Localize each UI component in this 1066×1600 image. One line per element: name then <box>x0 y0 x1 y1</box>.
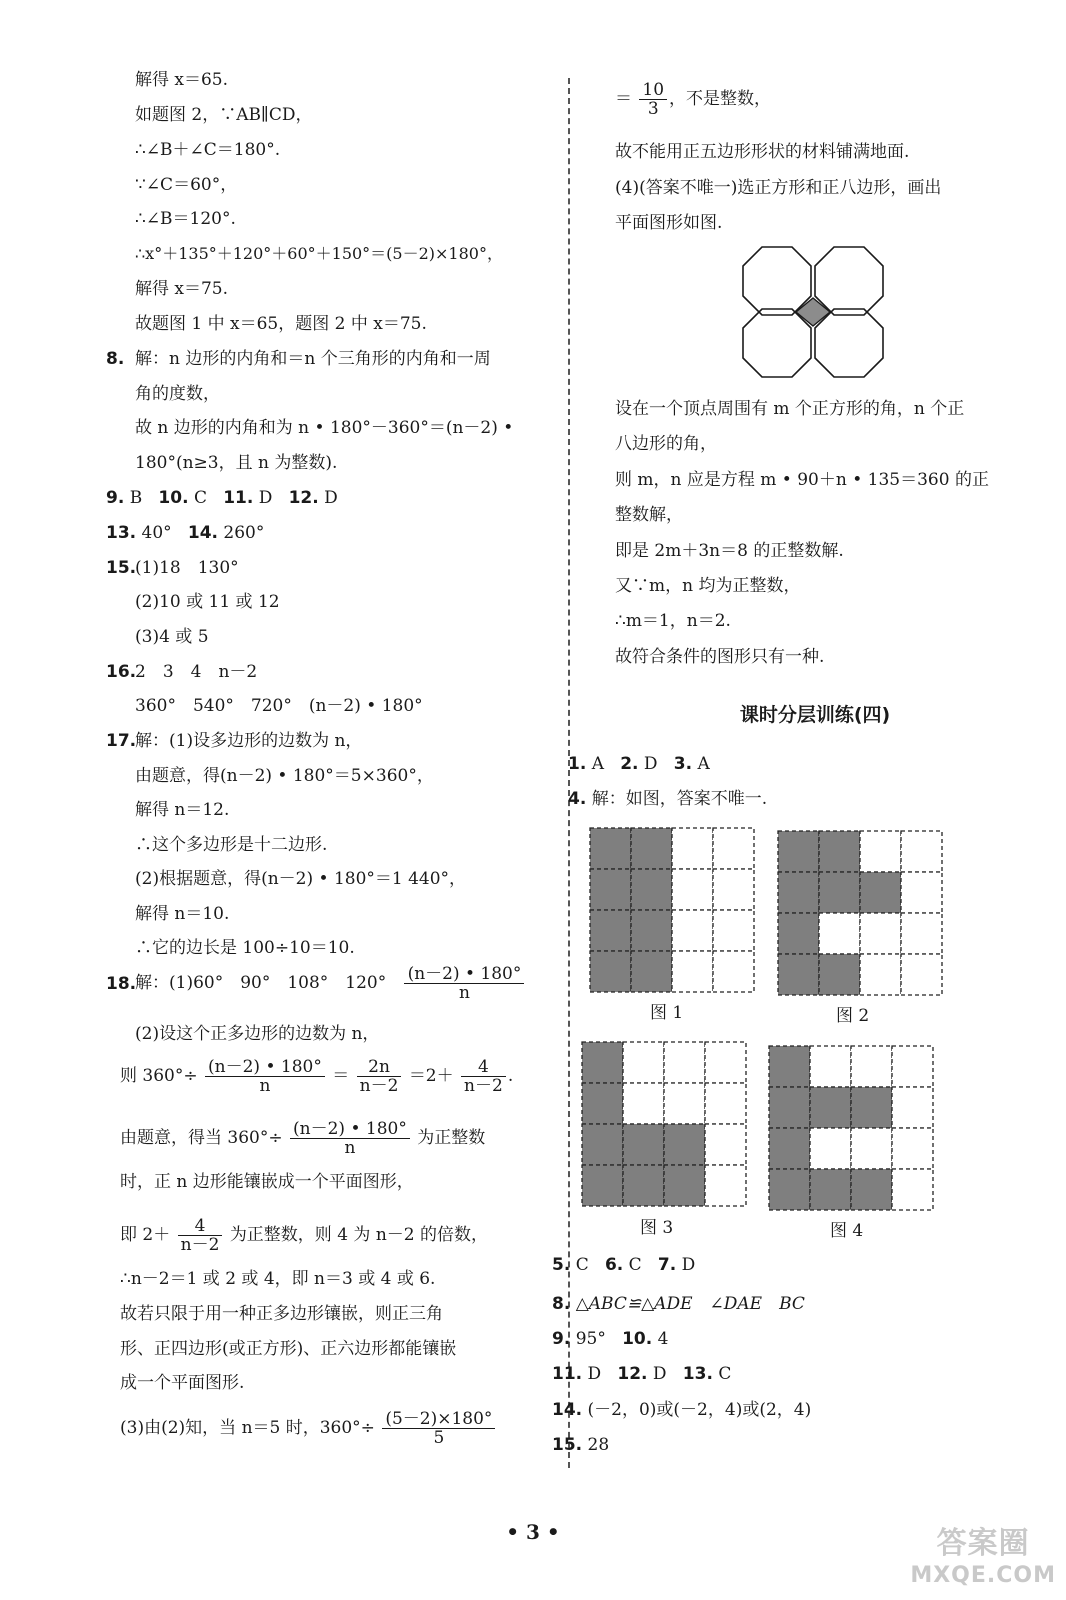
answer: 95° <box>575 1329 606 1349</box>
shaded-cell <box>582 1165 623 1206</box>
grid-cell <box>664 1042 705 1083</box>
text-line: (2)设这个正多边形的边数为 n， <box>135 1024 380 1044</box>
answer: D <box>324 488 338 508</box>
question-number: 12. <box>288 488 319 508</box>
grid-cell <box>860 913 901 954</box>
answer: A <box>697 754 710 774</box>
shaded-cell <box>664 1165 705 1206</box>
text-line: 解：n 边形的内角和＝n 个三角形的内角和一周 <box>135 349 491 369</box>
fraction <box>178 1217 223 1254</box>
text-line: 故题图 1 中 x＝65，题图 2 中 x＝75. <box>135 314 427 334</box>
text-line: 角的度数， <box>135 384 220 404</box>
shaded-cell <box>810 1169 851 1210</box>
shaded-cell <box>819 954 860 995</box>
grid-cell <box>672 828 713 869</box>
answer-row <box>568 752 710 776</box>
answer: D <box>587 1364 602 1384</box>
question-number: 18. <box>106 974 137 994</box>
text-line <box>135 960 526 1006</box>
grid-cell <box>705 1124 746 1165</box>
text-line: 整数解， <box>615 505 683 525</box>
grid-cell <box>705 1165 746 1206</box>
fraction-numerator: (n－2) • 180° <box>205 1058 325 1077</box>
text-span: 解：(1)60° 90° 108° 120° <box>135 973 387 993</box>
grid-figure-1 <box>588 826 758 996</box>
shaded-cell <box>631 869 672 910</box>
question-number: 17. <box>106 731 137 751</box>
grid-cell <box>892 1087 933 1128</box>
text-line: (2)10 或 11 或 12 <box>135 592 280 612</box>
shaded-cell <box>590 869 631 910</box>
fraction-denominator: n－2 <box>464 1076 503 1096</box>
question-number: 8. <box>552 1294 571 1314</box>
fraction-denominator: 3 <box>647 99 659 119</box>
grid-cell <box>713 951 754 992</box>
fraction-numerator: (n－2) • 180° <box>290 1120 410 1139</box>
question-number: 1. <box>568 754 587 774</box>
text-line: ∴x°＋135°＋120°＋60°＋150°＝(5－2)×180°， <box>135 244 503 263</box>
fraction-numerator: 10 <box>639 81 667 100</box>
fraction-denominator: n <box>259 1076 271 1096</box>
shaded-cell <box>664 1124 705 1165</box>
shaded-cell <box>819 831 860 872</box>
question-number: 11. <box>552 1364 583 1384</box>
question-number: 14. <box>552 1400 583 1420</box>
answer: D <box>652 1364 667 1384</box>
question-number: 11. <box>223 488 254 508</box>
text-line: ∴m＝1，n＝2. <box>615 611 731 631</box>
shaded-cell <box>769 1087 810 1128</box>
fraction <box>461 1058 506 1095</box>
answer-row <box>552 1253 695 1277</box>
shaded-cell <box>590 951 631 992</box>
text-span: 即 2＋ <box>120 1225 171 1245</box>
answer: 解：如图，答案不唯一. <box>591 789 768 809</box>
question-number: 13. <box>106 523 137 543</box>
answer: 260° <box>223 523 265 543</box>
fraction <box>639 81 667 118</box>
text-line: (2)根据题意，得(n－2) • 180°＝1 440°， <box>135 869 467 889</box>
grid-cell <box>901 913 942 954</box>
grid-figure-4 <box>767 1044 937 1214</box>
shaded-cell <box>631 910 672 951</box>
text-line: (4)(答案不唯一)选正方形和正八边形，画出 <box>615 178 942 198</box>
answer: △ABC≌△ADE ∠DAE BC <box>575 1294 805 1314</box>
grid-cell <box>892 1128 933 1169</box>
answer: 40° <box>141 523 172 543</box>
fraction <box>404 965 524 1002</box>
text-line: 180°(n≥3，且 n 为整数). <box>135 453 338 473</box>
text-line: 360° 540° 720° (n－2) • 180° <box>135 696 423 716</box>
text-line: ∵∠C＝60°， <box>135 175 238 195</box>
question-number: 14. <box>187 523 219 543</box>
fraction <box>205 1058 325 1095</box>
answer: C <box>628 1255 642 1275</box>
grid-cell <box>672 910 713 951</box>
grid-cell <box>892 1046 933 1087</box>
question-number: 16. <box>106 662 137 682</box>
fraction-denominator: 5 <box>433 1428 445 1448</box>
shaded-cell <box>623 1124 664 1165</box>
grid-cell <box>819 913 860 954</box>
answer: B <box>129 488 143 508</box>
shaded-cell <box>582 1083 623 1124</box>
shaded-cell <box>778 831 819 872</box>
text-line: ∴它的边长是 100÷10＝10. <box>135 938 355 958</box>
answer: D <box>258 488 273 508</box>
watermark-text: 答案圈 <box>936 1526 1030 1561</box>
shaded-cell <box>631 828 672 869</box>
shaded-cell <box>778 954 819 995</box>
text-line: 解得 x＝65. <box>135 70 229 90</box>
text-line: ∴n－2＝1 或 2 或 4，即 n＝3 或 4 或 6. <box>120 1269 436 1289</box>
text-line: 故符合条件的图形只有一种. <box>615 647 825 667</box>
answer: C <box>575 1255 589 1275</box>
fraction-denominator: n－2 <box>180 1235 220 1255</box>
grid-cell <box>860 954 901 995</box>
shaded-cell <box>623 1165 664 1206</box>
answer: 28 <box>587 1435 610 1455</box>
grid-cell <box>672 951 713 992</box>
answer: 4 <box>657 1329 669 1349</box>
answer-row <box>552 1362 731 1386</box>
question-number: 7. <box>657 1255 677 1275</box>
text-line <box>120 1212 488 1258</box>
figure-caption: 图 2 <box>836 1006 870 1026</box>
question-number: 15. <box>106 558 137 578</box>
fraction-denominator: n <box>458 983 470 1003</box>
question-number: 10. <box>158 488 189 508</box>
answer: C <box>718 1364 732 1384</box>
octagon <box>815 247 883 315</box>
text-line: 形、正四边形(或正方形)、正六边形都能镶嵌 <box>120 1339 457 1359</box>
grid-cell <box>901 954 942 995</box>
fraction-numerator: 4 <box>461 1058 506 1077</box>
shaded-cell <box>631 951 672 992</box>
text-line: ∴∠B＋∠C＝180°. <box>135 140 281 160</box>
answer: D <box>681 1255 696 1275</box>
shaded-cell <box>769 1128 810 1169</box>
question-number: 2. <box>620 754 639 774</box>
text-line: 八边形的角， <box>615 434 717 454</box>
grid-cell <box>892 1169 933 1210</box>
grid-cell <box>810 1128 851 1169</box>
answer: D <box>643 754 658 774</box>
shaded-cell <box>582 1124 623 1165</box>
question-number: 12. <box>617 1364 648 1384</box>
shaded-cell <box>851 1087 892 1128</box>
fraction-denominator: n－2 <box>359 1076 399 1096</box>
answer-row <box>106 486 338 510</box>
question-number: 15. <box>552 1435 583 1455</box>
figure-caption: 图 3 <box>640 1218 674 1238</box>
question-number: 8. <box>106 349 125 369</box>
text-line: 解得 n＝12. <box>135 800 230 820</box>
text-line: 故 n 边形的内角和为 n • 180°－360°＝(n－2) • <box>135 418 514 438</box>
text-line: 平面图形如图. <box>615 213 723 233</box>
text-span: ＝ <box>332 1066 350 1086</box>
text-span: 则 360°÷ <box>120 1066 198 1086</box>
answer-row <box>552 1398 811 1422</box>
text-span: (3)由(2)知，当 n＝5 时，360°÷ <box>120 1418 375 1438</box>
octagon <box>743 247 811 315</box>
fraction-numerator: 4 <box>178 1217 223 1236</box>
grid-cell <box>623 1042 664 1083</box>
grid-cell <box>672 869 713 910</box>
grid-cell <box>705 1083 746 1124</box>
fraction <box>290 1120 410 1157</box>
question-number: 10. <box>622 1329 653 1349</box>
text-line: 解：(1)设多边形的边数为 n， <box>135 731 363 751</box>
answer-row <box>552 1327 668 1351</box>
grid-cell <box>705 1042 746 1083</box>
text-line: 即是 2m＋3n＝8 的正整数解. <box>615 541 844 561</box>
text-line: 故若只限于用一种正多边形镶嵌，则正三角 <box>120 1304 443 1324</box>
shaded-cell <box>810 1087 851 1128</box>
shaded-cell <box>769 1046 810 1087</box>
text-line: (1)18 130° <box>135 558 239 578</box>
grid-figure-3 <box>580 1040 750 1210</box>
text-line: 如题图 2，∵AB∥CD， <box>135 105 313 125</box>
grid-cell <box>851 1046 892 1087</box>
center-square <box>796 298 830 326</box>
question-number: 13. <box>682 1364 713 1384</box>
grid-cell <box>851 1128 892 1169</box>
fraction-denominator: n <box>344 1138 356 1158</box>
grid-cell <box>713 869 754 910</box>
text-span: 为正整数，则 4 为 n－2 的倍数， <box>229 1225 489 1245</box>
octagon <box>815 309 883 377</box>
text-line <box>120 1053 513 1099</box>
question-number: 3. <box>673 754 693 774</box>
watermark-logo <box>910 1528 1056 1592</box>
octagon <box>743 309 811 377</box>
answer: (－2，0)或(－2，4)或(2，4) <box>587 1400 812 1420</box>
section-title: 课时分层训练(四) <box>739 704 891 726</box>
text-line: 解得 x＝75. <box>135 279 229 299</box>
answer-row <box>552 1292 805 1316</box>
shaded-cell <box>769 1169 810 1210</box>
grid-cell <box>860 831 901 872</box>
grid-cell <box>901 831 942 872</box>
figure-caption: 图 1 <box>650 1003 684 1023</box>
page-number: • 3 • <box>506 1520 560 1544</box>
text-line: (3)4 或 5 <box>135 627 209 647</box>
question-number: 9. <box>106 488 125 508</box>
shaded-cell <box>590 828 631 869</box>
grid-cell <box>713 828 754 869</box>
text-line <box>120 1405 497 1451</box>
answer-row <box>552 1433 609 1457</box>
fraction <box>357 1058 402 1095</box>
text-span: . <box>507 1066 514 1086</box>
text-span: ，不是整数， <box>669 89 772 109</box>
answer: C <box>193 488 207 508</box>
question-number: 9. <box>552 1329 571 1349</box>
grid-figure-2 <box>776 829 946 999</box>
answer-row <box>106 521 264 545</box>
text-line: 2 3 4 n－2 <box>135 662 258 682</box>
fraction-numerator: (5－2)×180° <box>382 1410 495 1429</box>
text-line: ∴这个多边形是十二边形. <box>135 835 328 855</box>
text-line: 成一个平面图形. <box>120 1373 245 1393</box>
text-line: 设在一个顶点周围有 m 个正方形的角，n 个正 <box>615 399 965 419</box>
text-span: 由题意，得当 360°÷ <box>120 1128 283 1148</box>
fraction-numerator: 2n <box>357 1058 402 1077</box>
text-line: 则 m，n 应是方程 m • 90＋n • 135＝360 的正 <box>615 470 989 490</box>
grid-cell <box>664 1083 705 1124</box>
grid-cell <box>810 1046 851 1087</box>
fraction <box>382 1410 495 1447</box>
question-number: 5. <box>552 1255 571 1275</box>
question-number: 6. <box>604 1255 624 1275</box>
watermark-text: MXQE.COM <box>910 1563 1056 1588</box>
answer: A <box>591 754 604 774</box>
text-line: ∴∠B＝120°. <box>135 209 236 229</box>
text-line <box>120 1115 485 1161</box>
shaded-cell <box>819 872 860 913</box>
text-span: ＝ <box>615 89 632 109</box>
text-span: ＝2＋ <box>408 1066 454 1086</box>
text-line: 故不能用正五边形形状的材料铺满地面. <box>615 142 910 162</box>
shaded-cell <box>778 872 819 913</box>
text-line <box>615 76 771 122</box>
text-line: 解得 n＝10. <box>135 904 230 924</box>
question-number: 4. <box>568 789 587 809</box>
shaded-cell <box>778 913 819 954</box>
figure-caption: 图 4 <box>830 1221 864 1241</box>
text-line: 时，正 n 边形能镶嵌成一个平面图形， <box>120 1172 414 1192</box>
shaded-cell <box>860 872 901 913</box>
answer-row <box>568 787 767 811</box>
grid-cell <box>713 910 754 951</box>
text-line: 又∵m，n 均为正整数， <box>615 576 801 596</box>
octagon-square-tiling-figure <box>742 246 886 378</box>
shaded-cell <box>582 1042 623 1083</box>
grid-cell <box>901 872 942 913</box>
shaded-cell <box>851 1169 892 1210</box>
fraction-numerator: (n－2) • 180° <box>404 965 524 984</box>
text-span: 为正整数 <box>417 1128 486 1148</box>
text-line: 由题意，得(n－2) • 180°＝5×360°， <box>135 766 434 786</box>
shaded-cell <box>590 910 631 951</box>
grid-cell <box>623 1083 664 1124</box>
